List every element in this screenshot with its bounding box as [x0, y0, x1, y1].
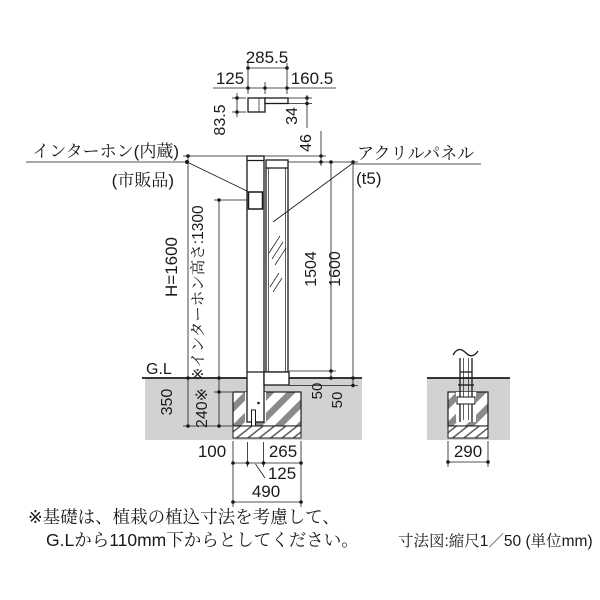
dim-base-left: 100	[197, 442, 227, 461]
foundation-concrete	[233, 392, 301, 426]
side-bracket	[457, 397, 475, 404]
dim-gap-top-text: 50	[309, 382, 326, 400]
panel-base-cover	[264, 372, 289, 385]
dim-side-width: 290	[453, 442, 483, 461]
dim-side-foundation	[446, 441, 490, 467]
note-line-1: ※基礎は、植栽の植込寸法を考慮して、	[28, 507, 340, 527]
intercom-label-2: (市販品)	[111, 171, 174, 190]
pole-section	[248, 98, 265, 112]
dim-total-height-text: 1600	[327, 251, 344, 287]
dim-overall-width: 285.5	[245, 48, 289, 67]
elevation-view	[247, 156, 289, 426]
dim-panel-width-plan: 160.5	[290, 69, 334, 88]
intercom-callout	[26, 142, 249, 192]
anchor-bolt	[252, 410, 256, 426]
dim-foundation-plan	[198, 441, 303, 507]
plan-view	[212, 48, 336, 136]
acrylic-label-1: アクリルパネル	[357, 144, 475, 163]
foundation-gravel	[233, 426, 301, 438]
dim-pole-depth	[212, 93, 246, 136]
dim-overall-285	[246, 48, 289, 94]
dim-pole-depth-text: 83.5	[212, 104, 229, 136]
dim-intercom-height-text: ※インターホン高さ:1300	[190, 205, 207, 381]
dim-panel-depth-text: 34	[284, 107, 301, 125]
foundation-note	[28, 507, 359, 550]
dim-panel-height-text: 1504	[303, 251, 320, 287]
panel-section	[265, 98, 288, 104]
break-symbol	[453, 349, 478, 355]
ground-level-label: G.L	[146, 361, 172, 378]
dim-embed-depth-text: 350	[159, 388, 176, 416]
intercom-box	[249, 192, 263, 209]
dim-plan-chain	[213, 69, 336, 94]
note-line-2: G.Lから110mm下からとしてください。	[46, 530, 359, 550]
dim-base-pole: 125	[267, 464, 297, 483]
dim-pole-width-plan: 125	[215, 69, 245, 88]
acrylic-panel-front	[266, 160, 288, 372]
dim-pole-height-text: H=1600	[162, 236, 181, 298]
dim-foundation-height-text: 240※	[194, 387, 211, 429]
dim-gap-bottom-text: 50	[329, 391, 346, 409]
intercom-label-1: インターホン(内蔵)	[32, 142, 179, 161]
side-view	[427, 349, 510, 467]
scale-note: 寸法図:縮尺1／50 (単位mm)	[398, 533, 593, 550]
foundation-gravel-side	[448, 426, 488, 438]
dim-cap-offset-text: 46	[298, 134, 315, 152]
acrylic-label-2: (t5)	[356, 169, 382, 188]
dim-base-right: 265	[268, 442, 298, 461]
anchor-dot	[257, 402, 260, 405]
dim-base-total: 490	[251, 482, 281, 501]
